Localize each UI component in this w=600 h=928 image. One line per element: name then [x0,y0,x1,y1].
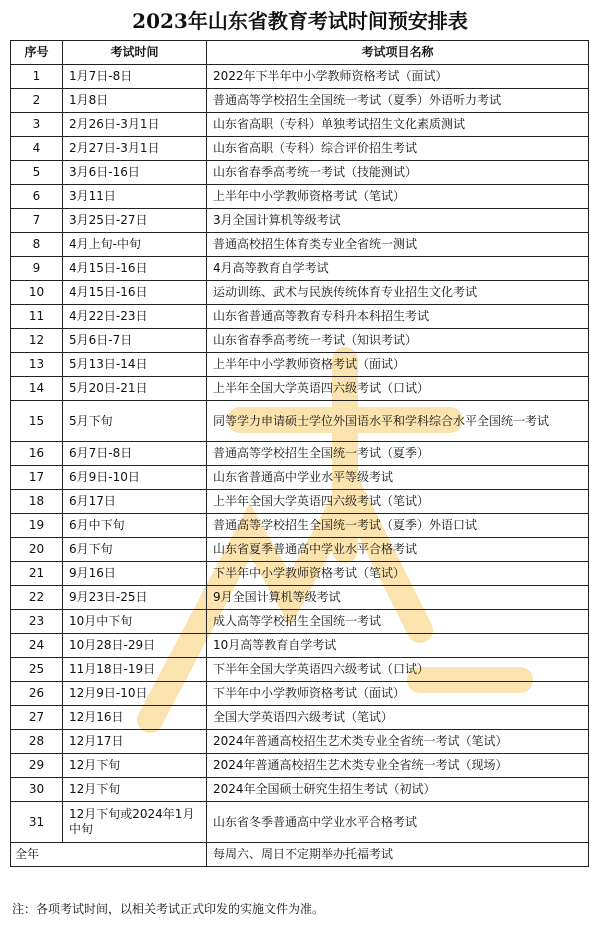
cell-time: 3月11日 [63,185,207,209]
header-name: 考试项目名称 [207,41,589,65]
cell-name: 山东省高职（专科）单独考试招生文化素质测试 [207,113,589,137]
cell-name: 2024年普通高校招生艺术类专业全省统一考试（笔试） [207,730,589,754]
cell-no: 12 [11,329,63,353]
cell-no: 11 [11,305,63,329]
cell-no: 9 [11,257,63,281]
cell-time: 1月8日 [63,89,207,113]
cell-no: 20 [11,538,63,562]
cell-time: 5月20日-21日 [63,377,207,401]
cell-no: 28 [11,730,63,754]
table-row [11,658,589,682]
cell-name: 成人高等学校招生全国统一考试 [207,610,589,634]
cell-name: 运动训练、武术与民族传统体育专业招生文化考试 [207,281,589,305]
table-row [11,730,589,754]
cell-no: 21 [11,562,63,586]
cell-time: 11月18日-19日 [63,658,207,682]
cell-time: 9月23日-25日 [63,586,207,610]
table-row [11,634,589,658]
table-row [11,490,589,514]
cell-time: 12月下旬或2024年1月中旬 [63,802,207,843]
cell-time: 3月25日-27日 [63,209,207,233]
cell-no: 1 [11,65,63,89]
cell-time: 4月22日-23日 [63,305,207,329]
cell-time: 6月下旬 [63,538,207,562]
cell-name: 9月全国计算机等级考试 [207,586,589,610]
cell-no: 14 [11,377,63,401]
cell-time: 12月16日 [63,706,207,730]
cell-name: 普通高等学校招生全国统一考试（夏季） [207,442,589,466]
table-row [11,305,589,329]
cell-time: 2月27日-3月1日 [63,137,207,161]
table-row [11,137,589,161]
cell-no: 30 [11,778,63,802]
cell-no: 29 [11,754,63,778]
table-row [11,329,589,353]
cell-time: 12月下旬 [63,778,207,802]
cell-time: 2月26日-3月1日 [63,113,207,137]
table-row [11,610,589,634]
cell-no: 31 [11,802,63,843]
cell-time: 6月17日 [63,490,207,514]
cell-name: 下半年中小学教师资格考试（面试） [207,682,589,706]
table-row [11,586,589,610]
table-row [11,682,589,706]
table-row [11,401,589,442]
cell-annual-label: 全年 [11,843,207,867]
cell-name: 山东省高职（专科）综合评价招生考试 [207,137,589,161]
cell-time: 5月下旬 [63,401,207,442]
cell-time: 6月中下旬 [63,514,207,538]
table-row [11,466,589,490]
table-row [11,377,589,401]
table-row [11,802,589,843]
cell-time: 9月16日 [63,562,207,586]
cell-no: 19 [11,514,63,538]
cell-time: 3月6日-16日 [63,161,207,185]
cell-name: 上半年全国大学英语四六级考试（笔试） [207,490,589,514]
table-row [11,514,589,538]
cell-no: 5 [11,161,63,185]
table-row [11,233,589,257]
page-title: 2023年山东省教育考试时间预安排表 [132,9,468,33]
cell-name: 下半年中小学教师资格考试（笔试） [207,562,589,586]
cell-name: 下半年全国大学英语四六级考试（口试） [207,658,589,682]
cell-name: 普通高校招生体育类专业全省统一测试 [207,233,589,257]
table-row [11,281,589,305]
cell-name: 山东省春季高考统一考试（知识考试） [207,329,589,353]
cell-name: 3月全国计算机等级考试 [207,209,589,233]
cell-no: 18 [11,490,63,514]
cell-name: 山东省冬季普通高中学业水平合格考试 [207,802,589,843]
cell-no: 25 [11,658,63,682]
cell-name: 10月高等教育自学考试 [207,634,589,658]
cell-no: 10 [11,281,63,305]
cell-no: 15 [11,401,63,442]
cell-name: 2024年全国硕士研究生招生考试（初试） [207,778,589,802]
table-row [11,778,589,802]
footnote: 注：各项考试时间，以相关考试正式印发的实施文件为准。 [12,902,325,916]
table-row [11,89,589,113]
cell-time: 6月7日-8日 [63,442,207,466]
cell-no: 22 [11,586,63,610]
cell-no: 6 [11,185,63,209]
table-row [11,754,589,778]
table-row [11,185,589,209]
cell-time: 10月28日-29日 [63,634,207,658]
table-row [11,538,589,562]
header-no: 序号 [11,41,63,65]
cell-no: 17 [11,466,63,490]
cell-name: 山东省夏季普通高中学业水平合格考试 [207,538,589,562]
cell-name: 山东省普通高中学业水平等级考试 [207,466,589,490]
cell-time: 4月15日-16日 [63,257,207,281]
table-row [11,257,589,281]
cell-name: 普通高等学校招生全国统一考试（夏季）外语口试 [207,514,589,538]
cell-name: 2022年下半年中小学教师资格考试（面试） [207,65,589,89]
cell-no: 26 [11,682,63,706]
table-row [11,562,589,586]
cell-name: 4月高等教育自学考试 [207,257,589,281]
cell-time: 4月上旬-中旬 [63,233,207,257]
cell-name: 全国大学英语四六级考试（笔试） [207,706,589,730]
cell-time: 12月9日-10日 [63,682,207,706]
table-row-annual [11,843,589,867]
table-row [11,442,589,466]
cell-name: 同等学力申请硕士学位外国语水平和学科综合水平全国统一考试 [207,401,589,442]
cell-no: 4 [11,137,63,161]
cell-annual-name: 每周六、周日不定期举办托福考试 [207,843,589,867]
cell-time: 4月15日-16日 [63,281,207,305]
table-row [11,353,589,377]
cell-name: 山东省普通高等教育专科升本科招生考试 [207,305,589,329]
cell-name: 普通高等学校招生全国统一考试（夏季）外语听力考试 [207,89,589,113]
cell-no: 27 [11,706,63,730]
cell-time: 1月7日-8日 [63,65,207,89]
cell-no: 8 [11,233,63,257]
table-body [11,65,589,867]
cell-time: 6月9日-10日 [63,466,207,490]
table-row [11,161,589,185]
cell-name: 上半年全国大学英语四六级考试（口试） [207,377,589,401]
table-row [11,65,589,89]
header-time: 考试时间 [63,41,207,65]
cell-name: 山东省春季高考统一考试（技能测试） [207,161,589,185]
cell-no: 3 [11,113,63,137]
cell-time: 10月中下旬 [63,610,207,634]
cell-time: 5月6日-7日 [63,329,207,353]
cell-name: 上半年中小学教师资格考试（笔试） [207,185,589,209]
cell-name: 2024年普通高校招生艺术类专业全省统一考试（现场） [207,754,589,778]
exam-schedule-table [10,40,589,867]
table-row [11,113,589,137]
cell-name: 上半年中小学教师资格考试（面试） [207,353,589,377]
table-row [11,706,589,730]
cell-time: 12月下旬 [63,754,207,778]
cell-no: 2 [11,89,63,113]
cell-no: 23 [11,610,63,634]
cell-no: 7 [11,209,63,233]
table-header-row [11,41,589,65]
cell-no: 24 [11,634,63,658]
cell-no: 16 [11,442,63,466]
table-row [11,209,589,233]
cell-no: 13 [11,353,63,377]
cell-time: 12月17日 [63,730,207,754]
cell-time: 5月13日-14日 [63,353,207,377]
